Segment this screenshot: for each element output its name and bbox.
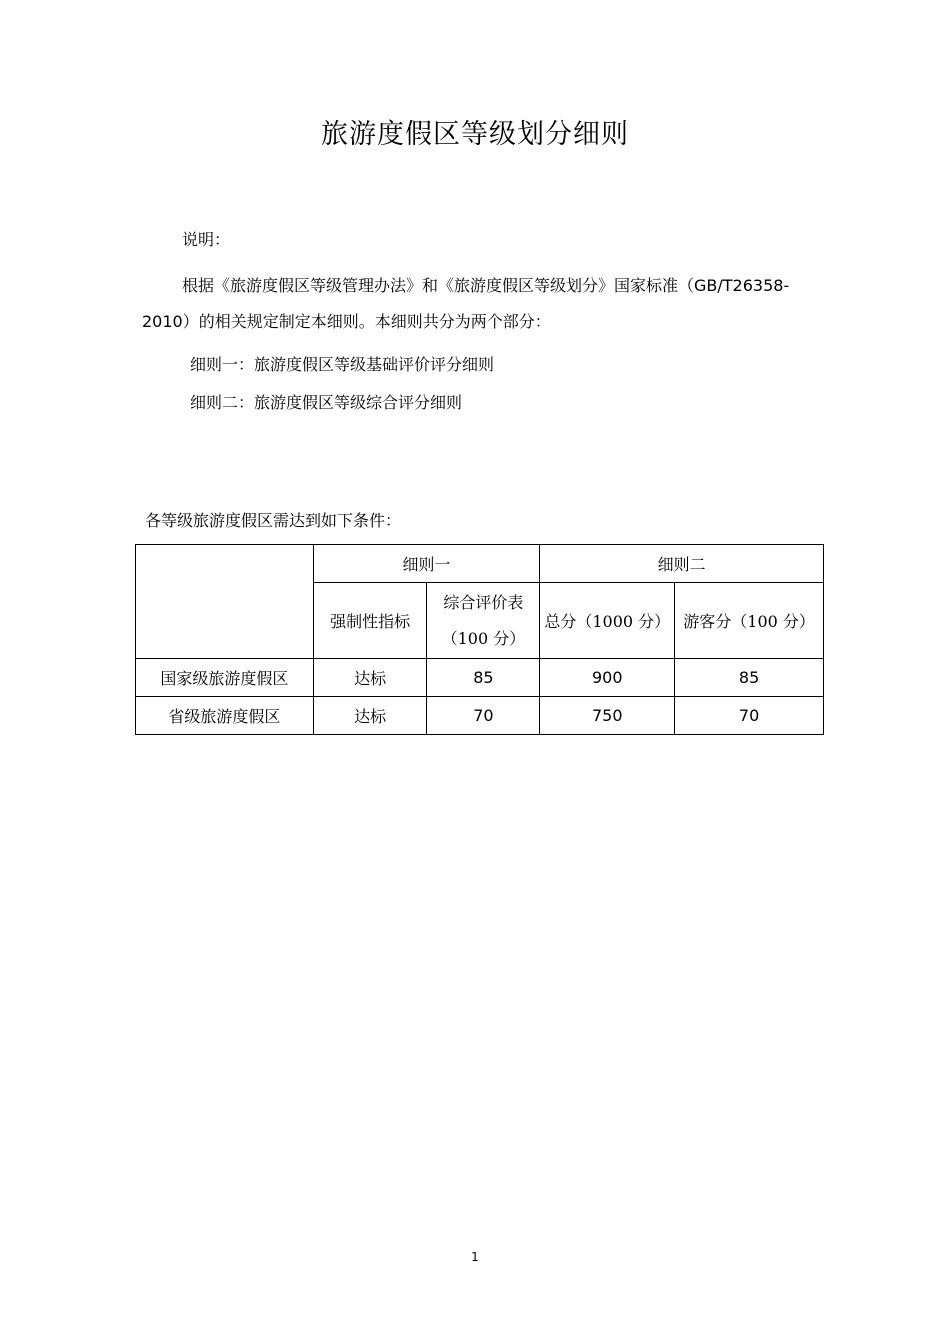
table-header-row	[136, 545, 824, 583]
intro-paragraph: 根据《旅游度假区等级管理办法》和《旅游度假区等级划分》国家标准（GB/T26358-2010）的相关规定制定本细则。本细则共分为两个部分：	[142, 276, 790, 331]
row-total: 750	[540, 697, 675, 735]
row-total: 900	[540, 659, 675, 697]
row-eval: 70	[427, 697, 540, 735]
rule-item-two: 细则二：旅游度假区等级综合评分细则	[190, 393, 463, 412]
grade-requirements-table	[135, 544, 824, 735]
table-row	[136, 659, 824, 697]
page-title: 旅游度假区等级划分细则	[321, 119, 629, 150]
row-mandatory: 达标	[313, 697, 427, 735]
note-label: 说明：	[182, 230, 231, 249]
table-row	[136, 697, 824, 735]
row-mandatory: 达标	[313, 659, 427, 697]
header-visitor: 游客分（100 分）	[675, 583, 824, 659]
header-total: 总分（1000 分）	[540, 583, 675, 659]
row-eval: 85	[427, 659, 540, 697]
header-eval-line1: 综合评价表	[443, 592, 524, 612]
row-visitor: 85	[675, 659, 824, 697]
header-eval	[427, 583, 540, 659]
empty-corner-cell	[136, 545, 314, 659]
header-rule-one: 细则一	[313, 545, 540, 583]
rule-item-one: 细则一：旅游度假区等级基础评价评分细则	[190, 355, 495, 374]
row-name: 国家级旅游度假区	[136, 659, 314, 697]
table-caption: 各等级旅游度假区需达到如下条件：	[145, 511, 402, 530]
header-eval-line2: （100 分）	[441, 628, 526, 648]
row-name: 省级旅游度假区	[136, 697, 314, 735]
header-rule-two: 细则二	[540, 545, 824, 583]
row-visitor: 70	[675, 697, 824, 735]
page-number: 1	[471, 1250, 479, 1264]
header-mandatory: 强制性指标	[313, 583, 427, 659]
